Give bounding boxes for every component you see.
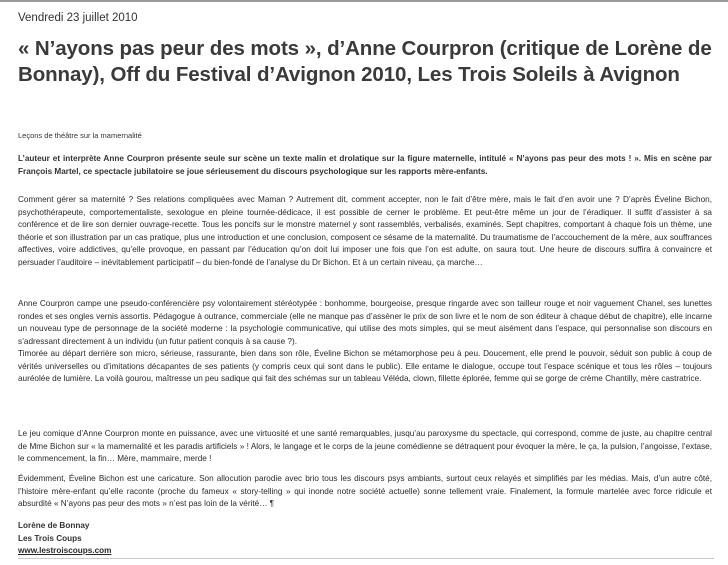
article-lead: L’auteur et interprète Anne Courpron présente seule sur scène un texte malin et drolatique sur la figure maternelle, intitulé « N’ayons pas peur des mots ! ». Mis en scène par François Martel, ce spectacle jubilatoire se joue sérieusement du discours psychologique sur les rapports mère-enfants. bbox=[18, 154, 712, 176]
article-paragraph-4: Le jeu comique d’Anne Courpron monte en puissance, avec une virtuosité et une santé remarquables, jusqu’au paroxysme du spectacle, qui correspond, comme de juste, au chapitre central de Mme Bichon sur « la mamernalité et les paradis artificiels » ! Alors, le langage et le corps de la jeune comédienne se détraquent pour évoquer la mère, le ça, la pulsion, l’angoisse, l’extase, le commencement, la fin… Mère, mammaire, merde ! bbox=[18, 429, 712, 464]
bottom-divider bbox=[18, 558, 714, 559]
article-paragraph-2: Anne Courpron campe une pseudo-conférencière psy volontairement stéréotypée : bonhomme, bourgeoise, presque ringarde avec son tailleur rouge et noir vaguement Chanel, ses lunettes rondes et ses ongles vernis assortis. Pédagogue à outrance, commerciale (elle ne manque pas d’assèner le prix de son livre et le nom de son éditeur à chaque début de chapitre), elle incarne un nouveau type de personnage de la société moderne : la psychologie communicative, qui utilise des mots simples, qui se meut aisément dans l’espace, qui personnalise son discours en s’adressant directement à un individu (un futur patient conquis à sa cause ?). bbox=[18, 299, 712, 346]
signature-publication: Les Trois Coups bbox=[18, 533, 82, 543]
signature-website-link[interactable]: www.lestroiscoups.com bbox=[18, 546, 112, 556]
article-title: « N’ayons pas peur des mots », d’Anne Courpron (critique de Lorène de Bonnay), Off du Festival d’Avignon 2010, Les Trois Soleils à Avignon bbox=[18, 37, 712, 86]
article-date: Vendredi 23 juillet 2010 bbox=[18, 12, 138, 24]
article-paragraph-5: Évidemment, Éveline Bichon est une caricature. Son allocution parodie avec brio tous les discours psys ambiants, surtout ceux relayés et simplifiés par les médias. Mais, d’un autre côté, l’histoire mère-enfant qu’elle raconte (proche du fameux « story-telling » qui inonde notre société actuelle) sonne tellement vraie. Finalement, la formule martelée avec force ridicule et absurdité « N’ayons pas peur des mots » n’est pas loin de la vérité… ¶ bbox=[18, 474, 712, 509]
signature-author: Lorène de Bonnay bbox=[18, 521, 90, 530]
article-paragraph-1: Comment gérer sa maternité ? Ses relations compliquées avec Maman ? Autrement dit, comment accepter, non le fait d’être mère, mais le fait d’en avoir une ? D’après Éveline Bichon, psychothérapeute, comportementaliste, sexologue en pleine tournée-dédicace, il est possible de cerner le problème. Et peut-être même un jour de l’éradiquer. Il suffit d’assister à sa conférence et de lire son dernier ouvrage-recette. Tous les poncifs sur le monstre maternel y sont rassemblés, verbalisés, examinés. Sept chapitres, comportant à chaque fois un thème, une théorie et son illustration par un cas pratique, plus une introduction et une conclusion, composent ce sésame de la maternalité. Du traumatisme de l’accouchement de la mère, aux souffrances affectives, voire addictives, qu’elle provoque, en passant par l’éducation qu’on doit lui imposer une fois que l’on est adulte, on saura tout. Une heure de discours suffira à convaincre et persuader l’auditoire – inévitablement participatif – du bien-fondé de l’analyse du Dr Bichon. Et à un certain niveau, ça marche… bbox=[18, 195, 712, 267]
article-signature bbox=[18, 520, 111, 558]
article-subtitle: Leçons de théâtre sur la mamernalité bbox=[18, 131, 142, 140]
article-paragraph-3: Timorée au départ derrière son micro, sérieuse, rassurante, bien dans son rôle, Éveline Bichon se métamorphose peu à peu. Doucement, elle prend le pouvoir, séduit son public à coup de vérités universelles ou d’imitations décapantes de ses patients (y compris ceux qui sont dans le public). Elle entame le dialogue, occupe tout l’espace scénique et tous les rôles – toujours auréolée de lumière. La voilà gourou, maîtresse un peu sadique qui fait des schémas sur un tableau Véléda, clown, fillette éplorée, femme qui se gorge de crème Chantilly, mère castratrice. bbox=[18, 349, 712, 384]
page-top-border bbox=[0, 0, 728, 2]
